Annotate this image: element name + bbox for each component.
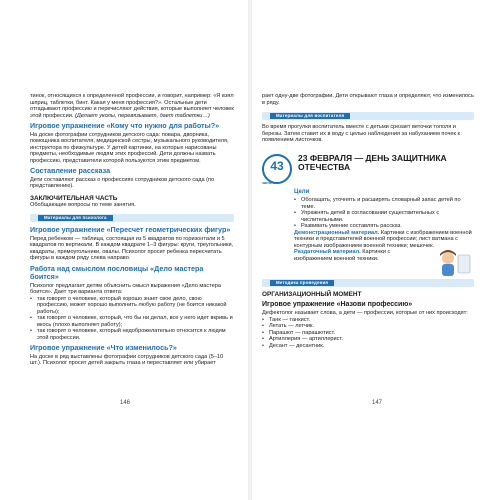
demo-material: Демонстрационный материал. Картинки с изображением военной техники и представителей военной профессии; лист ватмана с контурным изображением военной техники; мешочек.	[294, 229, 472, 249]
methodology-banner: Методика проведения	[262, 279, 474, 287]
paragraph: На доске в ряд выставлены фотографии сотрудников детского сада (5–10 шт.). Психолог просит детей закрыть глаза и переставляет или убирает	[30, 353, 224, 367]
list-item: • так говорят о человеке, который, что бы ни делал, все у него идет вкривь и вкось (плохо выполняет работу);	[30, 315, 234, 328]
page-number-left: 146	[120, 400, 131, 406]
list-item: • Десант — десантник.	[262, 343, 474, 350]
game-title: Игровое упражнение «Что изменилось?»	[30, 343, 177, 353]
paragraph: Психолог предлагает детям объяснить смысл выражения «Дело мастера боится». Дает три варианта ответа:	[30, 282, 221, 296]
psychologist-materials-banner: Материалы для психолога	[30, 214, 234, 222]
paragraph: Перед ребенком — таблица, состоящая из 5 квадратов по горизонтали и 5 квадратов по вертикали. В каждом квадрате 1–3 фигуры: круги, треугольники, квадраты, прямоугольники, овалы. Психолог просит ребенка пересчитать фигуры в каждом ряду слева направо.	[30, 235, 234, 262]
goals-title: Цели	[294, 188, 310, 195]
list-item: • Обогащать, уточнять и расширять словарный запас детей по теме.	[294, 197, 474, 210]
list-item: • Летать — летчик.	[262, 323, 474, 330]
list-item: • Танк — танкист.	[262, 317, 474, 324]
paragraph: Обобщающие вопросы по теме занятия.	[30, 201, 136, 208]
list-item: • так говорят о человеке, который недоброжелательно относится к людям этой профессии.	[30, 328, 234, 341]
list-item: • так говорят о человеке, который хорошо знает свое дело, свою профессию, может хорошо выполнить любую работу (не боится никакой работы);	[30, 296, 234, 316]
teacher-materials-banner: Материалы для воспитателя	[262, 112, 474, 120]
list-item: • Развивать умение составлять рассказ.	[294, 223, 474, 230]
list-item: • Упражнять детей в согласовании существительных с числительными.	[294, 210, 474, 223]
game-title: Игровое упражнение «Пересчет геометрических фигур»	[30, 225, 231, 235]
goals-list	[294, 197, 474, 230]
answer-list	[30, 296, 234, 342]
lesson-number-badge: 43 занятие	[262, 154, 292, 184]
left-page	[0, 0, 248, 500]
lesson-title: 23 ФЕВРАЛЯ — ДЕНЬ ЗАЩИТНИКА ОТЕЧЕСТВА	[298, 152, 447, 172]
profession-list	[262, 317, 474, 350]
lesson-header	[262, 154, 474, 184]
lesson-body	[262, 188, 474, 263]
final-part-heading: ЗАКЛЮЧИТЕЛЬНАЯ ЧАСТЬ	[30, 194, 118, 202]
list-item: • Артиллерия — артиллерист.	[262, 336, 474, 343]
right-page	[252, 0, 500, 500]
boy-illustration-icon	[434, 249, 474, 279]
paragraph: Дефектолог называет слова, а дети — профессии, которые от них происходят:	[262, 310, 468, 317]
org-moment-heading: ОРГАНИЗАЦИОННЫЙ МОМЕНТ	[262, 291, 362, 298]
handout-material: Раздаточный материал. Картинки с изображением военной техники.	[294, 249, 391, 262]
paragraph: рает одну-две фотографии. Дети открывают глаза и определяют, что изменилось в ряду.	[262, 93, 474, 106]
game-title: Игровое упражнение «Назови профессию»	[262, 301, 413, 309]
section-title: Составление рассказа	[30, 166, 111, 175]
paragraph: Во время прогулки воспитатель вместе с детьми срезает веточки тополя и березы. Затем ставит их в воду с целью наблюдения за набуханием почек к появлением листочков.	[262, 124, 460, 143]
paragraph: тинок, относящихся к определенной профессии, и говорит, например: «Я взял шприц, таблетки, бинт. Какая у меня профессия?». Остальные дети отгадывают профессию и перечисляют действия, которые выполняет человек этой профессии. (Делает уколы, перевязывает, дает таблетки…)	[30, 93, 234, 119]
game-title: Работа над смыслом пословицы «Дело мастера боится»	[30, 263, 204, 282]
game-title: Игровое упражнение «Кому что нужно для работы?»	[30, 121, 220, 130]
paragraph: На доске фотографии сотрудников детского сада: повара, дворника, помощника воспитателя, медицинской сестры, музыкального руководителя, инструктора по физкультуре. У детей картинки, на которых нарисованы предметы, необходимые людям этих профессий. Дети должны назвать профессию, представители которой пользуются этим предметом.	[30, 131, 229, 164]
page-number-right: 147	[372, 400, 383, 406]
paragraph: Дети составляют рассказ о профессиях сотрудников детского сада (по представлению).	[30, 176, 215, 189]
list-item: • Парашют — парашютист.	[262, 330, 474, 337]
